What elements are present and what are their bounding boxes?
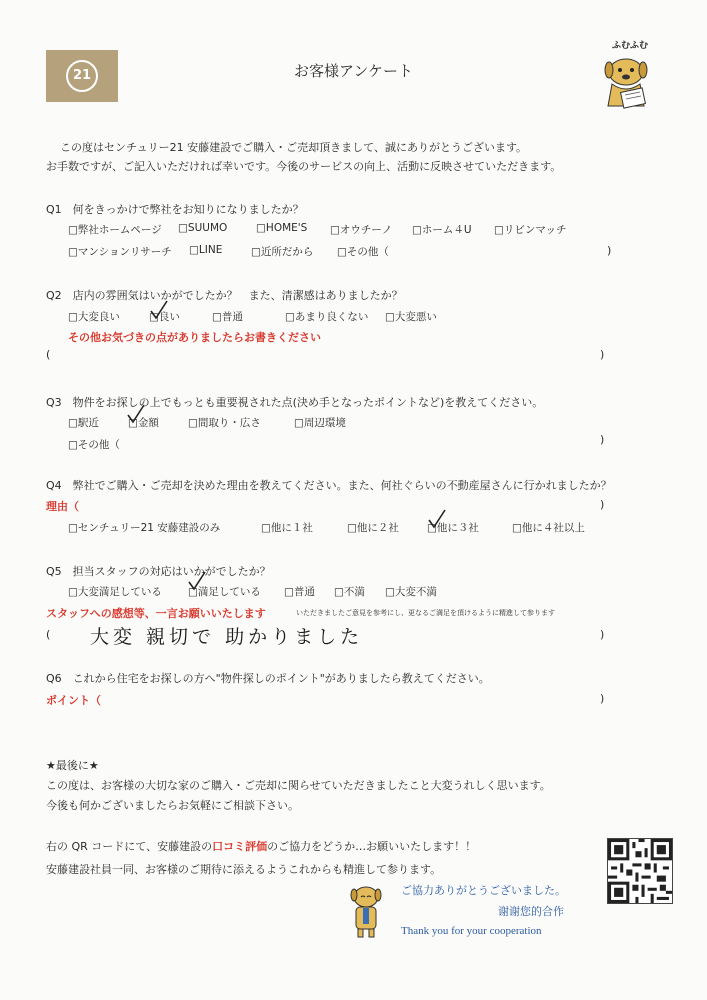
q4-reason-close: ) xyxy=(600,498,605,511)
mascot-bubble: ふむふむ xyxy=(612,41,649,51)
q6-point-label: ポイント（ xyxy=(46,694,101,707)
q4-option-four-plus[interactable]: □他に４社以上 xyxy=(512,522,585,534)
q5-close-paren: ) xyxy=(600,628,605,641)
q1-option-suumo[interactable]: □SUUMO xyxy=(178,222,228,234)
q2-option-good[interactable]: □良い xyxy=(149,311,180,323)
qr-request-highlight: 口コミ評価 xyxy=(212,840,268,853)
intro-line-2: お手数ですが、ご記入いただければ幸いです。今後のサービスの向上、活動に反映させていただきます。 xyxy=(46,160,562,173)
q2-checkmark-icon xyxy=(148,299,170,321)
q4-reason-field[interactable] xyxy=(82,498,592,512)
q2-option-normal[interactable]: □普通 xyxy=(212,311,243,323)
q1-option-home4u[interactable]: □ホーム４U xyxy=(412,224,472,236)
dog-mascot-bowing-icon xyxy=(346,883,386,939)
q4-label: Q4 弊社でご購入・ご売却を決めた理由を教えてください。また、何社ぐらいの不動産屋さんに行かれましたか？ xyxy=(46,479,612,492)
q2-close-paren: ) xyxy=(600,348,605,361)
q2-option-very-good[interactable]: □大変良い xyxy=(68,311,120,323)
q2-comment-field[interactable] xyxy=(56,348,596,362)
q2-label: Q2 店内の雰囲気はいかがでしたか？ また、清潔感はありましたか？ xyxy=(46,289,403,302)
q2-open-paren: ( xyxy=(46,348,51,361)
q2-option-not-good[interactable]: □あまり良くない xyxy=(285,311,369,323)
thanks-english: Thank you for your cooperation xyxy=(401,925,542,937)
intro-line-1: この度はセンチュリー21 安藤建設でご購入・ご売却頂きまして、誠にありがとうございます。 xyxy=(60,141,528,154)
q5-option-very-satisfied[interactable]: □大変満足している xyxy=(68,586,162,598)
q3-checkmark-icon xyxy=(125,403,147,425)
thanks-chinese: 谢谢您的合作 xyxy=(498,905,564,918)
q3-label: Q3 物件をお探しの上でもっとも重要視された点(決め手となったポイントなど)を教えてください。 xyxy=(46,396,544,409)
q1-other-close: ) xyxy=(607,244,612,257)
q3-option-other[interactable]: □その他（ xyxy=(68,439,120,451)
qr-code-icon[interactable] xyxy=(607,838,673,904)
q5-option-very-dissatisfied[interactable]: □大変不満 xyxy=(385,586,437,598)
q4-option-three-others[interactable]: □他に３社 xyxy=(427,522,479,534)
q1-option-rivinmatch[interactable]: □リビンマッチ xyxy=(494,224,567,236)
closing-line-1: この度は、お客様の大切な家のご購入・ご売却に関らせていただきましたこと大変うれしく思います。 xyxy=(46,779,551,792)
q3-option-price[interactable]: □金額 xyxy=(128,417,159,429)
q1-option-homepage[interactable]: □弊社ホームページ xyxy=(68,224,162,236)
q4-option-only-century21[interactable]: □センチュリー21 安藤建設のみ xyxy=(68,522,221,534)
thanks-japanese: ご協力ありがとうございました。 xyxy=(401,884,566,897)
q3-option-station[interactable]: □駅近 xyxy=(68,417,99,429)
q1-option-nearby[interactable]: □近所だから xyxy=(251,246,314,258)
q5-option-satisfied[interactable]: □満足している xyxy=(188,586,261,598)
q6-point-close: ) xyxy=(600,692,605,705)
q6-point-field[interactable] xyxy=(110,692,592,706)
qr-request xyxy=(46,838,476,854)
q1-option-ouchino[interactable]: □オウチーノ xyxy=(330,224,393,236)
q3-other-close: ) xyxy=(600,433,605,446)
q2-prompt: その他お気づきの点がありましたらお書きください xyxy=(68,331,321,344)
q4-checkmark-icon xyxy=(426,508,448,530)
q1-option-other[interactable]: □その他（ xyxy=(337,246,389,258)
q5-option-normal[interactable]: □普通 xyxy=(284,586,315,598)
q1-option-homes[interactable]: □HOME'S xyxy=(256,222,308,234)
q5-note: いただきましたご意見を参考にし、更なるご満足を頂けるように精進して参ります xyxy=(296,609,555,617)
q5-label: Q5 担当スタッフの対応はいかがでしたか？ xyxy=(46,565,271,578)
q5-open-paren: ( xyxy=(46,628,51,641)
q3-option-environment[interactable]: □周辺環境 xyxy=(294,417,346,429)
qr-request-after: のご協力をどうか…お願いいたします！！ xyxy=(267,840,477,853)
q2-option-very-bad[interactable]: □大変悪い xyxy=(385,311,437,323)
q4-option-one-other[interactable]: □他に１社 xyxy=(261,522,313,534)
q4-option-two-others[interactable]: □他に２社 xyxy=(347,522,399,534)
closing-line-2: 今後も何かございましたらお気軽にご相談下さい。 xyxy=(46,799,299,812)
q3-option-layout[interactable]: □間取り・広さ xyxy=(188,417,261,429)
q5-handwritten-comment[interactable]: 大変 親切で 助かりました xyxy=(90,626,364,648)
q5-option-dissatisfied[interactable]: □不満 xyxy=(334,586,365,598)
staff-line: 安藤建設社員一同、お客様のご期待に添えるようこれからも精進して参ります。 xyxy=(46,863,442,876)
q1-label: Q1 何をきっかけで弊社をお知りになりましたか？ xyxy=(46,203,304,216)
closing-heading: ★最後に★ xyxy=(46,759,99,772)
q4-reason-label: 理由（ xyxy=(46,500,79,513)
q1-option-line[interactable]: □LINE xyxy=(189,244,223,256)
logo-mark: 21 xyxy=(66,60,98,92)
q6-label: Q6 これから住宅をお探しの方へ"物件探しのポイント"がありましたら教えてください。 xyxy=(46,672,490,685)
dog-mascot-icon xyxy=(594,50,664,120)
q5-prompt: スタッフへの感想等、一言お願いいたします xyxy=(46,607,266,620)
q1-option-mansion-research[interactable]: □マンションリサーチ xyxy=(68,246,172,258)
qr-request-before: 右の QR コードにて、安藤建設の xyxy=(46,840,213,853)
page-title: お客様アンケート xyxy=(293,62,414,80)
q5-checkmark-icon xyxy=(186,570,208,592)
